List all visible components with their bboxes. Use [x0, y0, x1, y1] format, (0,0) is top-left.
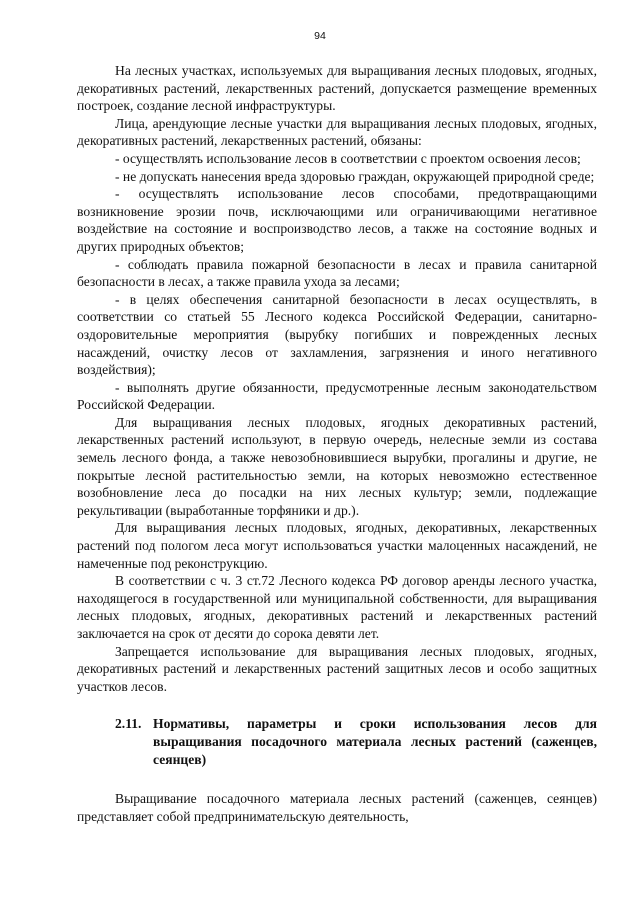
list-item: - осуществлять использование лесов способами, предотвращающими возникновение эрозии почв, исключающими или ограничивающими негативное воздействие на состояние и воспроизводство лесов, а также на состояние водных и других природных объектов; — [77, 186, 597, 254]
section-number: 2.11. — [115, 716, 142, 732]
document-body — [77, 62, 597, 825]
paragraph: В соответствии с ч. 3 ст.72 Лесного кодекса РФ договор аренды лесного участка, находящегося в государственной или муниципальной собственности, для выращивания лесных плодовых, ягодных, декоративных растений и лекарственных растений заключается на срок от десяти до сорока девяти лет. — [77, 573, 597, 641]
paragraph: Запрещается использование для выращивания лесных плодовых, ягодных, декоративных растений и лекарственных растений защитных лесов и особо защитных участков лесов. — [77, 643, 597, 694]
page-number: 94 — [314, 30, 326, 42]
paragraph: Для выращивания лесных плодовых, ягодных, декоративных, лекарственных растений под пологом леса могут использоваться участки малоценных насаждений, не намеченные под реконструкцию. — [77, 520, 597, 571]
list-item: - не допускать нанесения вреда здоровью граждан, окружающей природной среде; — [115, 168, 595, 184]
paragraph: На лесных участках, используемых для выращивания лесных плодовых, ягодных, декоративных растений, лекарственных растений, допускается размещение временных построек, создание лесной инфраструктуры. — [77, 63, 597, 114]
section-heading — [77, 715, 597, 768]
paragraph: Выращивание посадочного материала лесных растений (саженцев, сеянцев) представляет собой предпринимательскую деятельность, — [77, 791, 597, 824]
paragraph: Лица, арендующие лесные участки для выращивания лесных плодовых, ягодных, декоративных растений, лекарственных растений, обязаны: — [77, 115, 597, 149]
section-title: Нормативы, параметры и сроки использования лесов для выращивания посадочного материала лесных растений (саженцев, сеянцев) — [153, 716, 597, 767]
list-item: - выполнять другие обязанности, предусмотренные лесным законодательством Российской Федерации. — [77, 379, 597, 413]
list-item: - в целях обеспечения санитарной безопасности в лесах осуществлять, в соответствии со статьей 55 Лесного кодекса Российской Федерации, санитарно-оздоровительные мероприятия (вырубку погибших и поврежденных лесных насаждений, очистку лесов от захламления, загрязнения и иного негативного воздействия); — [77, 291, 597, 378]
list-item: - соблюдать правила пожарной безопасности в лесах и правила санитарной безопасности в лесах, а также правила ухода за лесами; — [77, 256, 597, 290]
paragraph: Для выращивания лесных плодовых, ягодных декоративных растений, лекарственных растений используют, в первую очередь, нелесные земли из состава земель лесного фонда, а также невозобновившиеся вырубки, прогалины и другие, не покрытые лесной растительностью земли, на которых невозможно естественное возобновление леса до посадки на них лесных культур; земли, подлежащие рекультивации (выработанные торфяники и др.). — [77, 414, 597, 518]
list-item: - осуществлять использование лесов в соответствии с проектом освоения лесов; — [115, 150, 581, 166]
